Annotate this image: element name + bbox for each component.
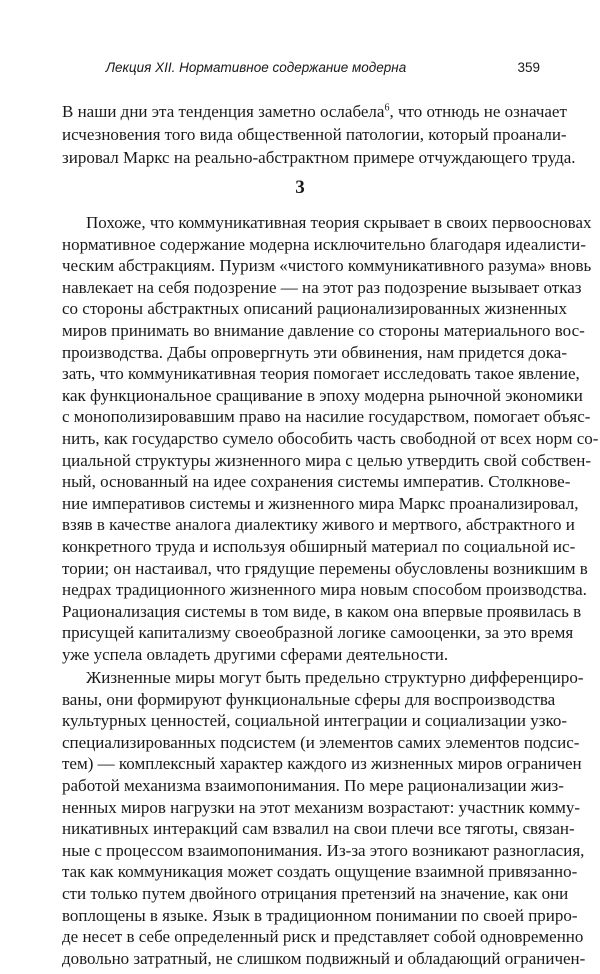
text-line: де несет в себе определенный риск и представляет собой одновременно <box>62 927 584 947</box>
text-line: сти только путем двойного отрицания претензий на значение, как они <box>62 883 569 903</box>
text-line: никативных интеракций сам взвалил на свои плечи все тяготы, связан- <box>62 819 575 839</box>
text-line: работой механизма взаимопонимания. По мере рационализации жиз- <box>62 775 564 795</box>
text-line: присущей капитализму своеобразной логике самооценки, за это время <box>62 623 574 643</box>
text-line: взяв в качестве аналога диалектику живого и мертвого, абстрактного и <box>62 515 575 535</box>
text-line-part: В наши дни эта тенденция заметно ослабела <box>62 102 385 121</box>
text-line: ваны, они формируют функциональные сферы для воспроизводства <box>62 689 556 709</box>
footnote-ref[interactable]: 6 <box>384 102 390 114</box>
text-line: уже успела овладеть другими сферами деятельности. <box>62 644 449 664</box>
text-line: миров принимать во внимание давление со стороны материального вос- <box>62 320 585 340</box>
text-line: так как коммуникация может создать ощущение взаимной привязанно- <box>62 862 578 882</box>
text-line: культурных ценностей, социальной интеграции и социализации узко- <box>62 711 568 731</box>
paragraph-1 <box>62 100 576 169</box>
text-line: Жизненные миры могут быть предельно структурно дифференциро- <box>86 668 584 687</box>
text-line: производства. Дабы опровергнуть эти обвинения, нам придется дока- <box>62 342 567 362</box>
text-line: зать, что коммуникативная теория помогает исследовать такое явление, <box>62 364 580 384</box>
text-line: тории; он настаивал, что грядущие перемены обусловлены возникшим в <box>62 558 588 578</box>
text-line: ные с процессом взаимопонимания. Из-за этого возникают разногласия, <box>62 840 585 860</box>
text-line: нормативное содержание модерна исключительно благодаря идеалисти- <box>62 234 586 254</box>
text-line: ный, основанный на идее сохранения системы императив. Столкнове- <box>62 472 571 492</box>
text-line: навлекает на себя подозрение — на этот раз подозрение вызывает отказ <box>62 277 582 297</box>
text-line <box>62 100 567 123</box>
text-line-part: , что отнюдь не означает <box>389 102 567 121</box>
text-line: тем) — комплексный характер каждого из жизненных миров ограничен <box>62 754 582 774</box>
text-line: ние императивов системы и жизненного мира Маркс проанализировал, <box>62 493 579 513</box>
running-header-title: Лекция XII. Нормативное содержание модерна <box>105 60 407 75</box>
text-line: исчезновения того вида общественной патологии, который проанали- <box>62 125 567 144</box>
page-number: 359 <box>517 60 540 75</box>
text-line: зировал Маркс на реально-абстрактном примере отчуждающего труда. <box>62 148 576 167</box>
text-line: ческим абстракциям. Пуризм «чистого коммуникативного разума» вновь <box>62 256 592 276</box>
section-number: 3 <box>295 177 305 198</box>
text-line: Похоже, что коммуникативная теория скрывает в своих первоосновах <box>86 213 592 232</box>
text-line: специализированных подсистем (и элементов самих элементов подсис- <box>62 732 580 752</box>
text-line: воплощены в языке. Язык в традиционном понимании по своей приро- <box>62 905 578 925</box>
text-line: нить, как государство сумело обособить часть свободной от всех норм со- <box>62 428 599 448</box>
text-line: с монополизировавшим право на насилие государством, помогает объяс- <box>62 407 591 427</box>
text-line: циальной структуры жизненного мира с целью утвердить свой собствен- <box>62 450 591 470</box>
text-line: ненных миров нагрузки на этот механизм возрастают: участник комму- <box>62 797 581 817</box>
text-line: недрах традиционного жизненного мира новым способом производства. <box>62 580 587 600</box>
running-header <box>62 60 540 80</box>
text-line: Рационализация системы в том виде, в каком она впервые проявилась в <box>62 601 582 621</box>
text-line: со стороны абстрактных описаний рационализированных жизненных <box>62 299 567 319</box>
text-line: довольно затратный, не слишком подвижный и обладающий ограничен- <box>62 948 586 968</box>
paragraph-2 <box>62 212 599 665</box>
text-line: как функциональное сращивание в эпоху модерна рыночной экономики <box>62 385 583 405</box>
paragraph-3 <box>62 667 586 969</box>
text-line: конкретного труда и используя обширный материал по социальной ис- <box>62 536 576 556</box>
